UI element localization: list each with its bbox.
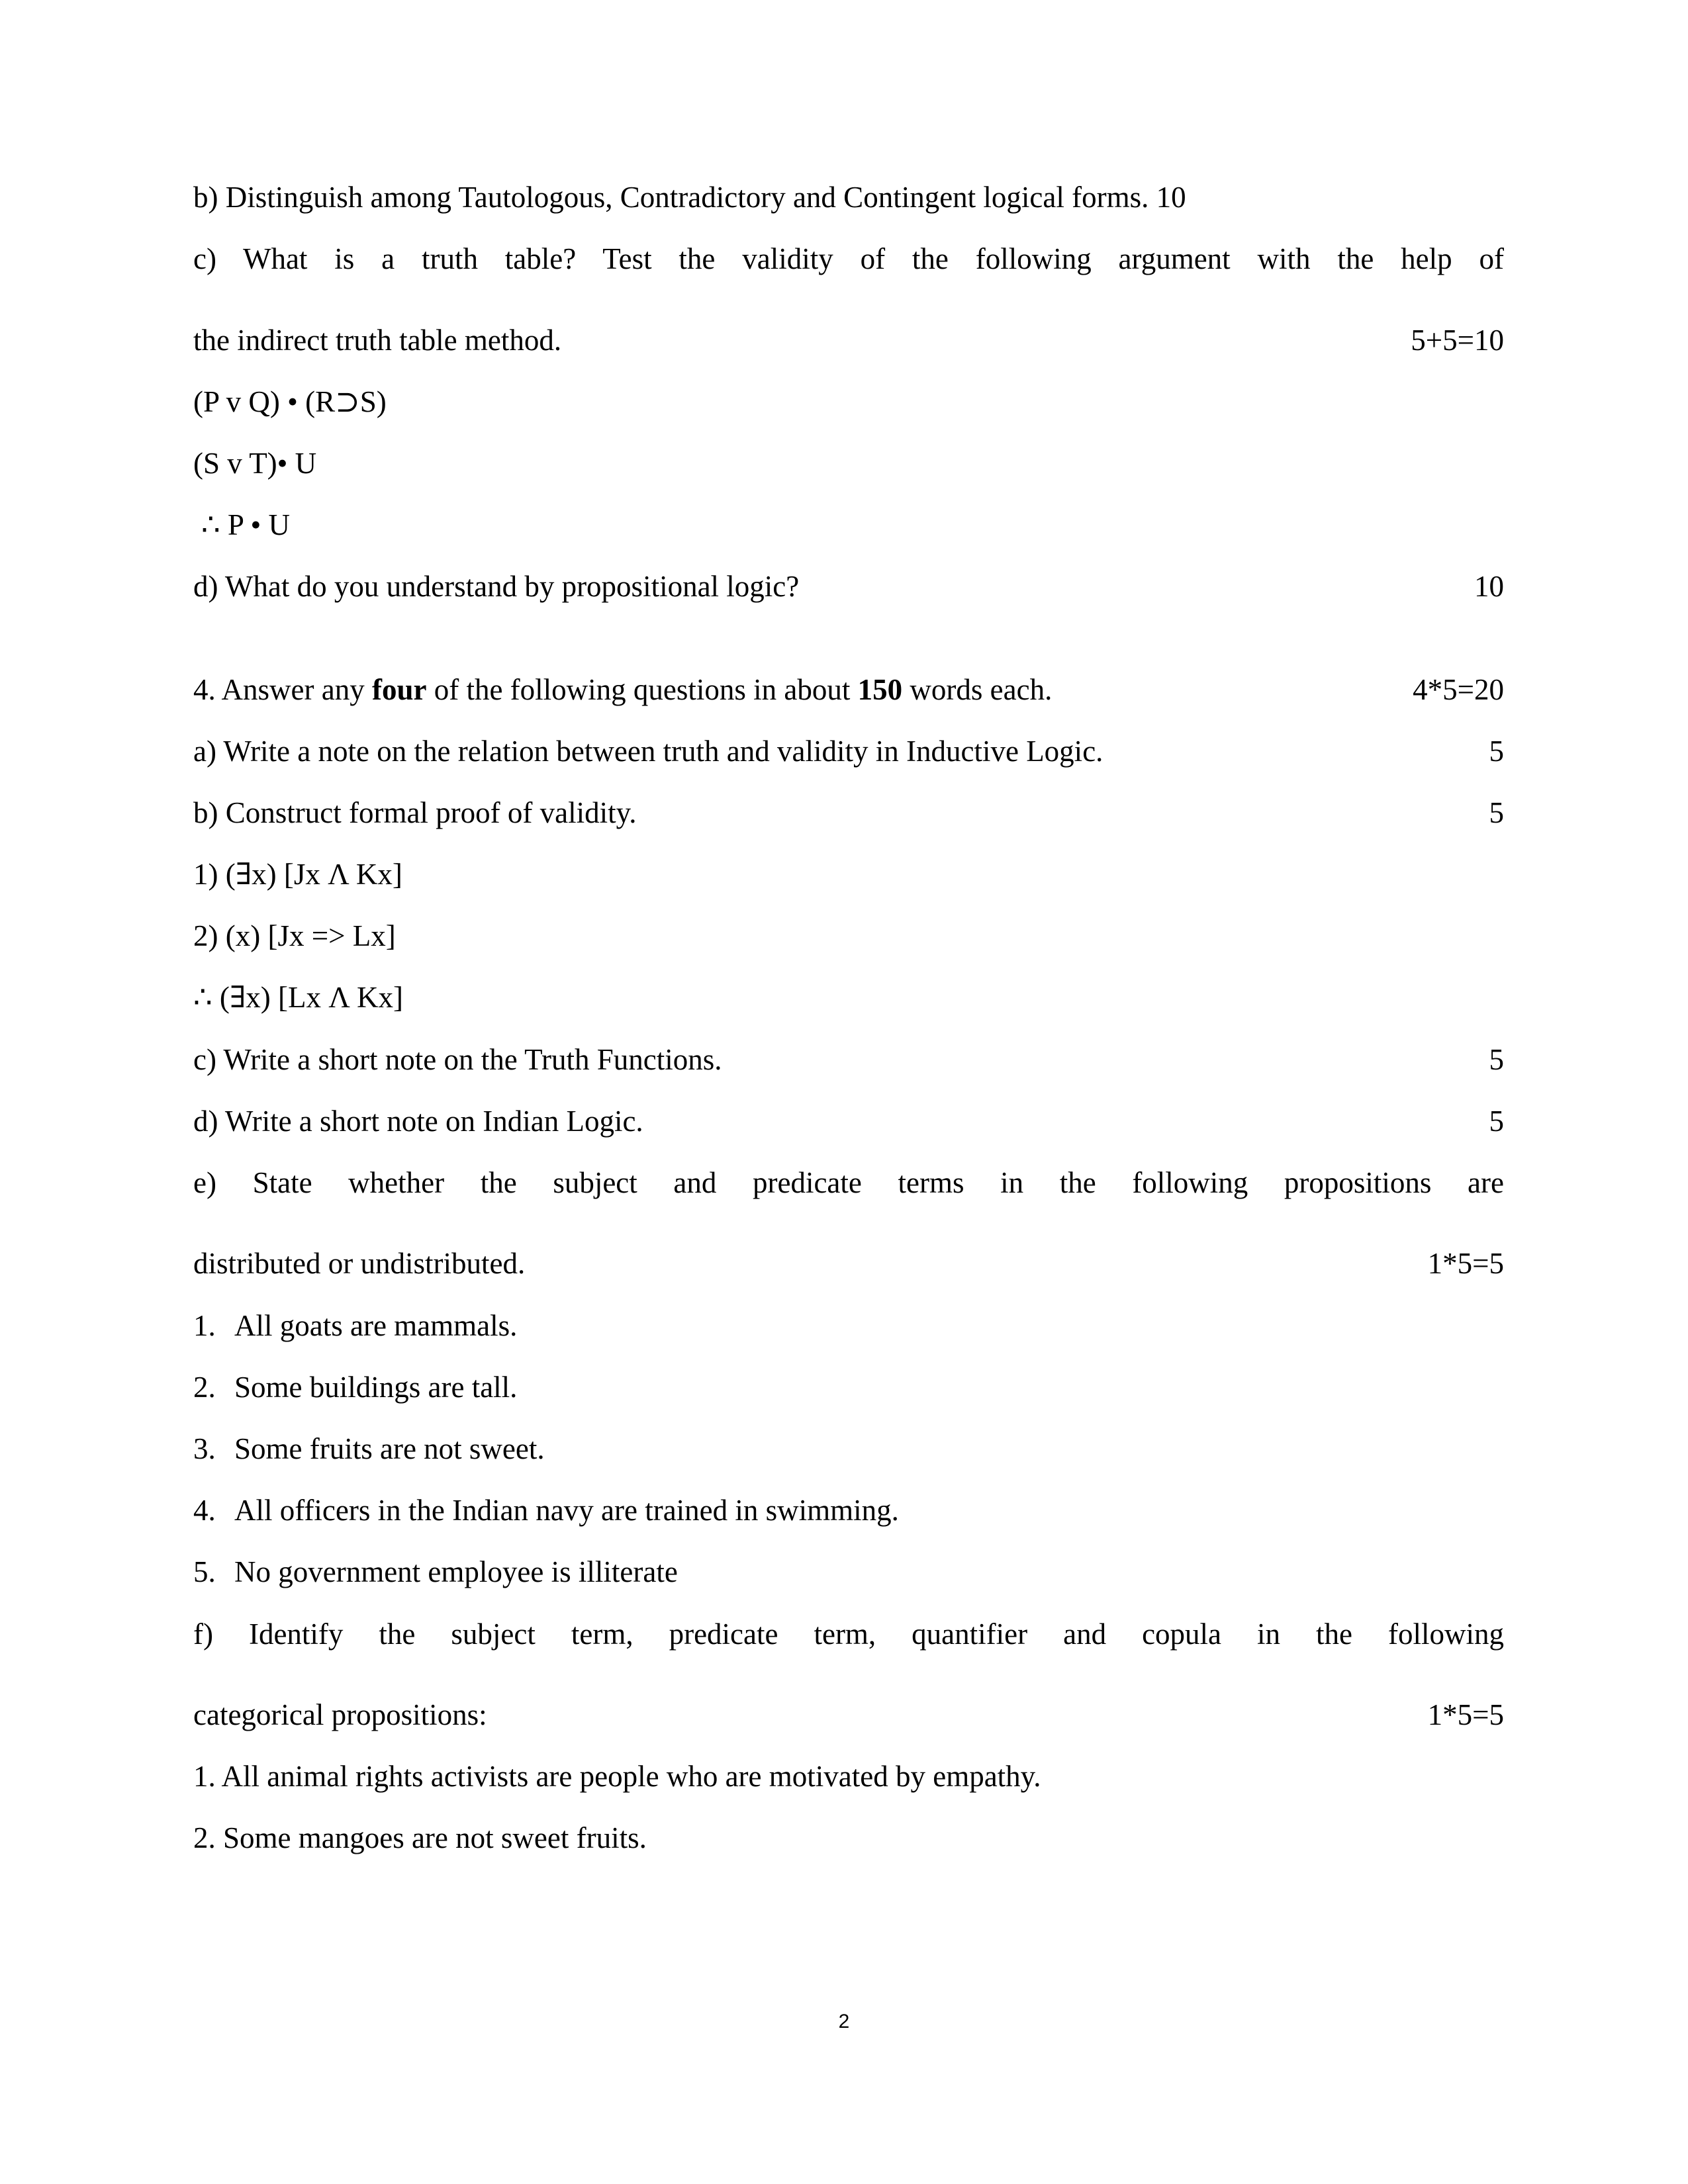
argument-premise-1: (P v Q) • (R⊃S) xyxy=(193,385,387,418)
question-4f-line1: f) Identify the subject term, predicate term, quantifier and copula in the following xyxy=(193,1617,1504,1651)
proof-step-1: 1) (∃x) [Jx Λ Kx] xyxy=(193,858,402,891)
question-4b-marks: 5 xyxy=(1489,796,1504,829)
question-3c-marks: 5+5=10 xyxy=(1411,323,1504,357)
question-4e-line1: e) State whether the subject and predicate terms in the following propositions are xyxy=(193,1166,1504,1199)
list-item-text: No government employee is illiterate xyxy=(234,1555,678,1589)
list-item xyxy=(193,1306,1504,1346)
question-3d xyxy=(193,567,1504,607)
question-4f xyxy=(193,1614,1504,1736)
list-item-number: 3. xyxy=(193,1432,216,1465)
list-item-number: 2. xyxy=(193,1370,216,1404)
list-item xyxy=(193,1552,1504,1592)
proof-conclusion: ∴ (∃x) [Lx Λ Kx] xyxy=(193,981,403,1015)
question-4-heading-middle: of the following questions in about xyxy=(426,672,858,706)
list-item-text: Some buildings are tall. xyxy=(234,1370,518,1404)
question-4-heading xyxy=(193,670,1504,710)
question-3c-line1: c) What is a truth table? Test the validity of the following argument with the help of xyxy=(193,242,1504,276)
list-item-text: All goats are mammals. xyxy=(234,1308,518,1342)
argument-conclusion: ∴ P • U xyxy=(201,508,290,542)
question-4f-line2: categorical propositions: xyxy=(193,1698,487,1731)
question-3d-marks: 10 xyxy=(1474,570,1504,604)
list-item-number: 5. xyxy=(193,1555,216,1589)
list-item-text: Some fruits are not sweet. xyxy=(234,1432,545,1465)
question-3b: b) Distinguish among Tautologous, Contradictory and Contingent logical forms. 10 xyxy=(193,181,1186,214)
question-4e-line2: distributed or undistributed. xyxy=(193,1247,526,1281)
list-item xyxy=(193,1490,1504,1531)
page-content xyxy=(193,177,1504,1880)
question-4-heading-text xyxy=(193,670,1052,710)
section-gap xyxy=(193,629,1504,670)
question-4-heading-prefix: 4. Answer any xyxy=(193,672,372,706)
list-item: 1. All animal rights activists are people who are motivated by empathy. xyxy=(193,1760,1041,1794)
list-item xyxy=(193,1367,1504,1408)
argument-premise-2: (S v T)• U xyxy=(193,446,317,480)
question-4f-marks: 1*5=5 xyxy=(1427,1698,1504,1731)
list-item-number: 4. xyxy=(193,1494,216,1527)
question-4b xyxy=(193,793,1504,833)
list-item: 2. Some mangoes are not sweet fruits. xyxy=(193,1821,647,1855)
question-4d xyxy=(193,1101,1504,1142)
question-4-heading-bold-four: four xyxy=(371,672,427,706)
question-4a xyxy=(193,731,1504,772)
question-4a-marks: 5 xyxy=(1489,734,1504,768)
question-3d-text: d) What do you understand by propositional logic? xyxy=(193,570,800,604)
question-4-heading-bold-150: 150 xyxy=(857,672,903,706)
question-4d-text: d) Write a short note on Indian Logic. xyxy=(193,1104,643,1138)
list-item xyxy=(193,1429,1504,1469)
question-4c xyxy=(193,1040,1504,1080)
proof-step-2: 2) (x) [Jx => Lx] xyxy=(193,919,396,953)
question-4a-text: a) Write a note on the relation between truth and validity in Inductive Logic. xyxy=(193,734,1103,768)
question-3c-line2: the indirect truth table method. xyxy=(193,323,562,357)
question-4d-marks: 5 xyxy=(1489,1104,1504,1138)
question-4-heading-marks: 4*5=20 xyxy=(1413,672,1504,706)
question-4e xyxy=(193,1163,1504,1285)
question-3c xyxy=(193,239,1504,361)
question-4e-marks: 1*5=5 xyxy=(1427,1247,1504,1281)
question-4c-marks: 5 xyxy=(1489,1042,1504,1076)
question-4b-text: b) Construct formal proof of validity. xyxy=(193,796,637,829)
list-item-text: All officers in the Indian navy are trained in swimming. xyxy=(234,1494,899,1527)
question-4c-text: c) Write a short note on the Truth Functions. xyxy=(193,1042,722,1076)
page-number: 2 xyxy=(838,2011,850,2032)
question-4-heading-suffix: words each. xyxy=(902,672,1053,706)
list-item-number: 1. xyxy=(193,1308,216,1342)
